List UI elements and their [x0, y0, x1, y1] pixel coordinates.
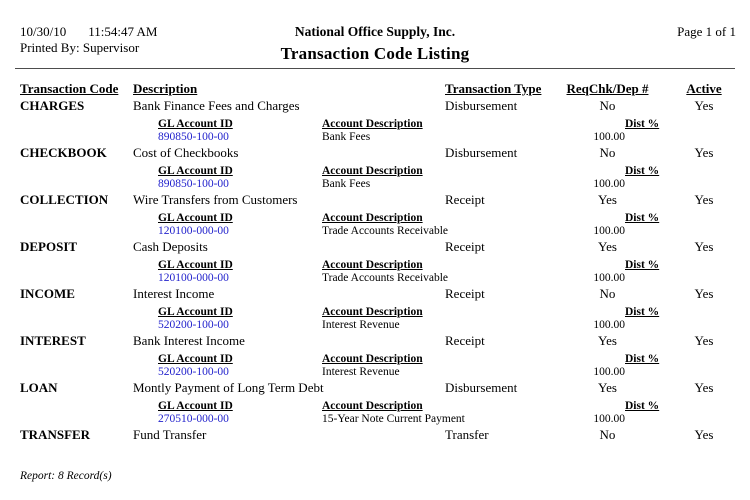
reqchk-dep-cell: Yes: [598, 239, 617, 254]
reqchk-dep-cell: No: [599, 145, 616, 160]
column-header-reqchk-dep: ReqChk/Dep #: [566, 81, 649, 96]
description-cell: Cost of Checkbooks: [133, 145, 239, 160]
detail-header-account-description: Account Description: [322, 212, 423, 224]
company-name: National Office Supply, Inc.: [294, 24, 456, 39]
gl-account-id-link[interactable]: 120100-000-00: [158, 272, 229, 284]
table-row: [0, 427, 750, 451]
description-cell: Wire Transfers from Customers: [133, 192, 298, 207]
transaction-type-cell: Receipt: [445, 333, 485, 348]
table-row: CHARGES Bank Finance Fees and Charges Disbursement No Yes GL Account ID Account Description Dist % 890850-100-00 Bank Fees 100.00: [0, 98, 750, 145]
account-description-value: Bank Fees: [322, 178, 371, 190]
description-cell: Bank Finance Fees and Charges: [133, 98, 300, 113]
detail-header-gl-account-id: GL Account ID: [158, 306, 233, 318]
reqchk-dep-cell: Yes: [598, 333, 617, 348]
transaction-code-cell: DEPOSIT: [20, 239, 78, 254]
description-cell: Cash Deposits: [133, 239, 208, 254]
gl-account-id-link[interactable]: 120100-000-00: [158, 225, 229, 237]
transaction-code-cell: LOAN: [20, 380, 58, 395]
transaction-code-cell: CHECKBOOK: [20, 145, 107, 160]
detail-header-gl-account-id: GL Account ID: [158, 212, 233, 224]
detail-header-account-description: Account Description: [322, 400, 423, 412]
dist-pct-value: 100.00: [593, 413, 625, 425]
transaction-code-list: [0, 98, 750, 451]
transaction-code-cell: INCOME: [20, 286, 75, 301]
reqchk-dep-cell: No: [599, 427, 616, 442]
detail-header-gl-account-id: GL Account ID: [158, 353, 233, 365]
column-header-row: [0, 81, 750, 97]
transaction-type-cell: Disbursement: [445, 380, 518, 395]
column-header-transaction-type: Transaction Type: [445, 81, 542, 96]
header-divider: [15, 68, 735, 69]
column-header-active: Active: [686, 81, 722, 96]
dist-pct-value: 100.00: [593, 272, 625, 284]
gl-account-id-link[interactable]: 520200-100-00: [158, 366, 229, 378]
transaction-type-cell: Transfer: [445, 427, 489, 442]
transaction-type-cell: Disbursement: [445, 98, 518, 113]
report-title: Transaction Code Listing: [280, 44, 470, 63]
printed-by-label: Printed By:: [20, 40, 80, 55]
transaction-code-cell: INTEREST: [20, 333, 86, 348]
active-cell: Yes: [694, 427, 714, 442]
table-row: LOAN Montly Payment of Long Term Debt Disbursement Yes Yes GL Account ID Account Description Dist % 270510-000-00 15-Year Note Current Payment 100.00: [0, 380, 750, 427]
account-description-value: Trade Accounts Receivable: [322, 272, 449, 284]
detail-header-gl-account-id: GL Account ID: [158, 259, 233, 271]
dist-pct-value: 100.00: [593, 319, 625, 331]
report-time: 11:54:47 AM: [88, 24, 158, 39]
active-cell: Yes: [694, 286, 714, 301]
table-row: DEPOSIT Cash Deposits Receipt Yes Yes GL Account ID Account Description Dist % 120100-000-00 Trade Accounts Receivable 100.00: [0, 239, 750, 286]
dist-pct-value: 100.00: [593, 366, 625, 378]
transaction-type-cell: Disbursement: [445, 145, 518, 160]
active-cell: Yes: [694, 380, 714, 395]
table-row: INTEREST Bank Interest Income Receipt Yes Yes GL Account ID Account Description Dist % 520200-100-00 Interest Revenue 100.00: [0, 333, 750, 380]
description-cell: Fund Transfer: [133, 427, 207, 442]
dist-pct-value: 100.00: [593, 131, 625, 143]
table-row: CHECKBOOK Cost of Checkbooks Disbursement No Yes GL Account ID Account Description Dist % 890850-100-00 Bank Fees 100.00: [0, 145, 750, 192]
dist-pct-value: 100.00: [593, 225, 625, 237]
reqchk-dep-cell: No: [599, 286, 616, 301]
description-cell: Bank Interest Income: [133, 333, 245, 348]
gl-account-id-link[interactable]: 270510-000-00: [158, 413, 229, 425]
gl-account-id-link[interactable]: 520200-100-00: [158, 319, 229, 331]
active-cell: Yes: [694, 239, 714, 254]
dist-pct-value: 100.00: [593, 178, 625, 190]
transaction-type-cell: Receipt: [445, 239, 485, 254]
transaction-code-cell: COLLECTION: [20, 192, 109, 207]
account-description-value: 15-Year Note Current Payment: [322, 413, 465, 425]
gl-account-id-link[interactable]: 890850-100-00: [158, 131, 229, 143]
detail-header-account-description: Account Description: [322, 306, 423, 318]
description-cell: Interest Income: [133, 286, 215, 301]
active-cell: Yes: [694, 145, 714, 160]
report-header-center: [0, 24, 750, 64]
record-count-summary: Report: 8 Record(s): [20, 470, 112, 482]
transaction-type-cell: Receipt: [445, 192, 485, 207]
table-row: INCOME Interest Income Receipt No Yes GL Account ID Account Description Dist % 520200-100-00 Interest Revenue 100.00: [0, 286, 750, 333]
column-header-transaction-code: Transaction Code: [20, 81, 119, 96]
transaction-code-cell: TRANSFER: [20, 427, 91, 442]
account-description-value: Bank Fees: [322, 131, 371, 143]
table-row: COLLECTION Wire Transfers from Customers Receipt Yes Yes GL Account ID Account Description Dist % 120100-000-00 Trade Accounts Receivable 100.00: [0, 192, 750, 239]
detail-header-account-description: Account Description: [322, 118, 423, 130]
detail-header-gl-account-id: GL Account ID: [158, 165, 233, 177]
description-cell: Montly Payment of Long Term Debt: [133, 380, 324, 395]
detail-header-account-description: Account Description: [322, 353, 423, 365]
account-description-value: Interest Revenue: [322, 366, 400, 378]
detail-header-account-description: Account Description: [322, 259, 423, 271]
detail-header-account-description: Account Description: [322, 165, 423, 177]
account-description-value: Interest Revenue: [322, 319, 400, 331]
page-number: Page 1 of 1: [677, 24, 736, 39]
active-cell: Yes: [694, 192, 714, 207]
active-cell: Yes: [694, 98, 714, 113]
detail-header-gl-account-id: GL Account ID: [158, 400, 233, 412]
reqchk-dep-cell: Yes: [598, 192, 617, 207]
account-description-value: Trade Accounts Receivable: [322, 225, 449, 237]
active-cell: Yes: [694, 333, 714, 348]
transaction-code-cell: CHARGES: [20, 98, 85, 113]
transaction-type-cell: Receipt: [445, 286, 485, 301]
gl-account-id-link[interactable]: 890850-100-00: [158, 178, 229, 190]
detail-header-gl-account-id: GL Account ID: [158, 118, 233, 130]
column-header-description: Description: [133, 81, 198, 96]
printed-by-value: Supervisor: [82, 40, 140, 55]
reqchk-dep-cell: No: [599, 98, 616, 113]
report-date: 10/30/10: [20, 24, 67, 39]
reqchk-dep-cell: Yes: [598, 380, 617, 395]
